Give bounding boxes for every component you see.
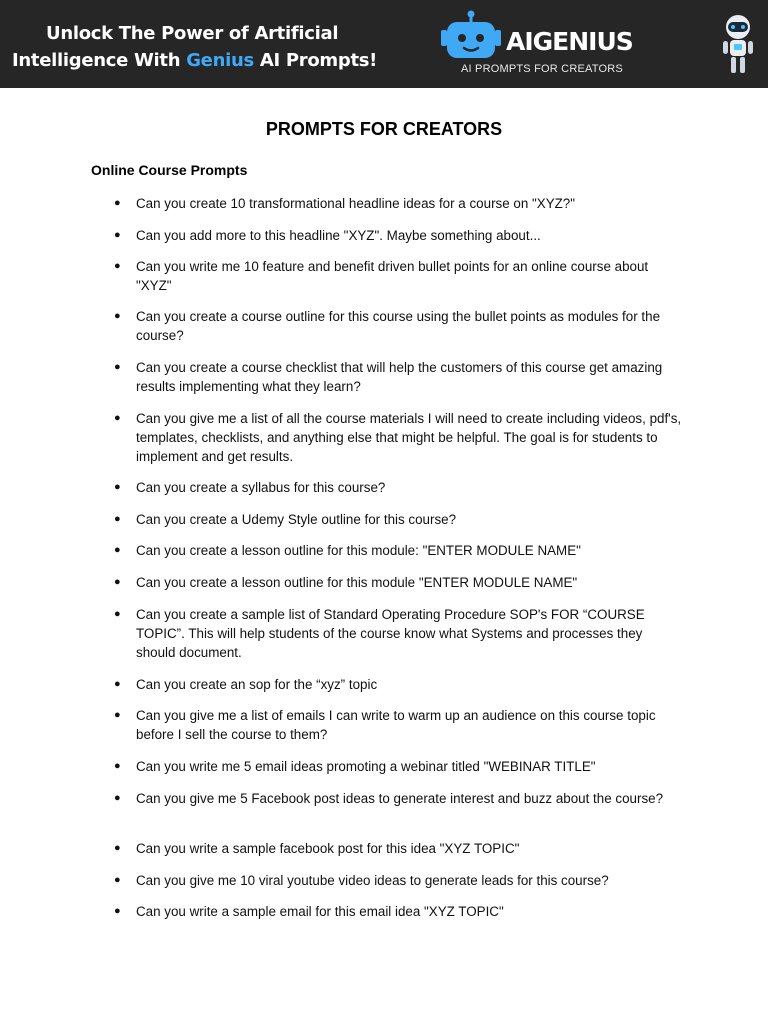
prompt-text: Can you create a lesson outline for this module "ENTER MODULE NAME" [136, 575, 578, 590]
bullet-icon: ● [114, 513, 121, 525]
page-title: PROMPTS FOR CREATORS [265, 119, 503, 139]
list-item [114, 675, 684, 694]
bullet-icon: ● [114, 760, 121, 772]
bullet-icon: ● [114, 481, 121, 493]
list-item [114, 226, 684, 245]
list-item [114, 541, 684, 560]
bullet-icon: ● [114, 197, 121, 209]
list-item [114, 573, 684, 592]
prompt-text: Can you write a sample facebook post for this idea "XYZ TOPIC" [136, 841, 520, 856]
bullet-icon: ● [114, 608, 121, 620]
prompt-text: Can you create an sop for the “xyz” topic [136, 677, 378, 692]
brand-subtitle: AI PROMPTS FOR CREATORS [461, 63, 623, 75]
bullet-icon: ● [114, 678, 121, 690]
bullet-icon: ● [114, 874, 121, 886]
list-item [114, 409, 684, 466]
tagline-accent: Genius [186, 50, 254, 71]
bullet-icon: ● [114, 229, 121, 241]
prompt-text: Can you create a course checklist that will help the customers of this course get amazing results implementing what they learn? [136, 360, 663, 394]
robot-head-logo-icon [440, 10, 502, 62]
prompt-text: Can you give me 5 Facebook post ideas to generate interest and buzz about the course? [136, 791, 664, 806]
prompt-text: Can you create a sample list of Standard Operating Procedure SOP's FOR “COURSE TOPIC”. This will help students of the course know what Systems and processes they should document. [136, 607, 645, 660]
prompt-text: Can you write a sample email for this email idea "XYZ TOPIC" [136, 904, 504, 919]
bullet-icon: ● [114, 361, 121, 373]
list-item [114, 706, 684, 744]
prompt-text: Can you create a syllabus for this course? [136, 480, 386, 495]
bullet-icon: ● [114, 260, 121, 272]
section-heading: Online Course Prompts [91, 162, 248, 178]
bullet-icon: ● [114, 792, 121, 804]
list-item [114, 839, 684, 858]
prompt-text: Can you give me 10 viral youtube video ideas to generate leads for this course? [136, 873, 609, 888]
bullet-icon: ● [114, 310, 121, 322]
prompt-text: Can you give me a list of emails I can write to warm up an audience on this course topic before I sell the course to them? [136, 708, 656, 742]
header-banner [0, 0, 768, 88]
brand-name: AIGENIUS [506, 27, 633, 56]
prompt-text: Can you create a lesson outline for this module: "ENTER MODULE NAME" [136, 543, 581, 558]
bullet-icon: ● [114, 842, 121, 854]
prompt-text: Can you create a course outline for this course using the bullet points as modules for the course? [136, 309, 661, 343]
tagline-suffix: AI Prompts! [253, 50, 378, 71]
list-item [114, 871, 684, 890]
list-item [114, 789, 684, 808]
bullet-icon: ● [114, 412, 121, 424]
prompt-text: Can you add more to this headline "XYZ". Maybe something about... [136, 228, 541, 243]
prompt-text: Can you give me a list of all the course materials I will need to create including videos, pdf's, templates, checklists, and anything else that might be helpful. The goal is for students to implement and get results. [136, 411, 682, 464]
tagline-line-1: Unlock The Power of Artificial [46, 23, 339, 44]
list-item [114, 902, 684, 921]
prompt-text: Can you write me 10 feature and benefit driven bullet points for an online course about "XYZ" [136, 259, 649, 293]
list-item [114, 605, 684, 662]
prompt-text: Can you create a Udemy Style outline for this course? [136, 512, 457, 527]
list-item [114, 307, 684, 345]
prompt-text: Can you write me 5 email ideas promoting a webinar titled "WEBINAR TITLE" [136, 759, 596, 774]
robot-mascot-icon [718, 12, 758, 76]
tagline-prefix: Intelligence With [12, 50, 187, 71]
bullet-icon: ● [114, 576, 121, 588]
list-item [114, 510, 684, 529]
brand [440, 10, 640, 80]
bullet-icon: ● [114, 544, 121, 556]
list-item [114, 757, 684, 776]
tagline-line-2 [12, 47, 377, 74]
list-item [114, 478, 684, 497]
bullet-icon: ● [114, 709, 121, 721]
bullet-icon: ● [114, 905, 121, 917]
list-item [114, 257, 684, 295]
prompt-text: Can you create 10 transformational headline ideas for a course on "XYZ?" [136, 196, 576, 211]
list-item [114, 194, 684, 213]
list-item [114, 358, 684, 396]
tagline [12, 20, 377, 74]
